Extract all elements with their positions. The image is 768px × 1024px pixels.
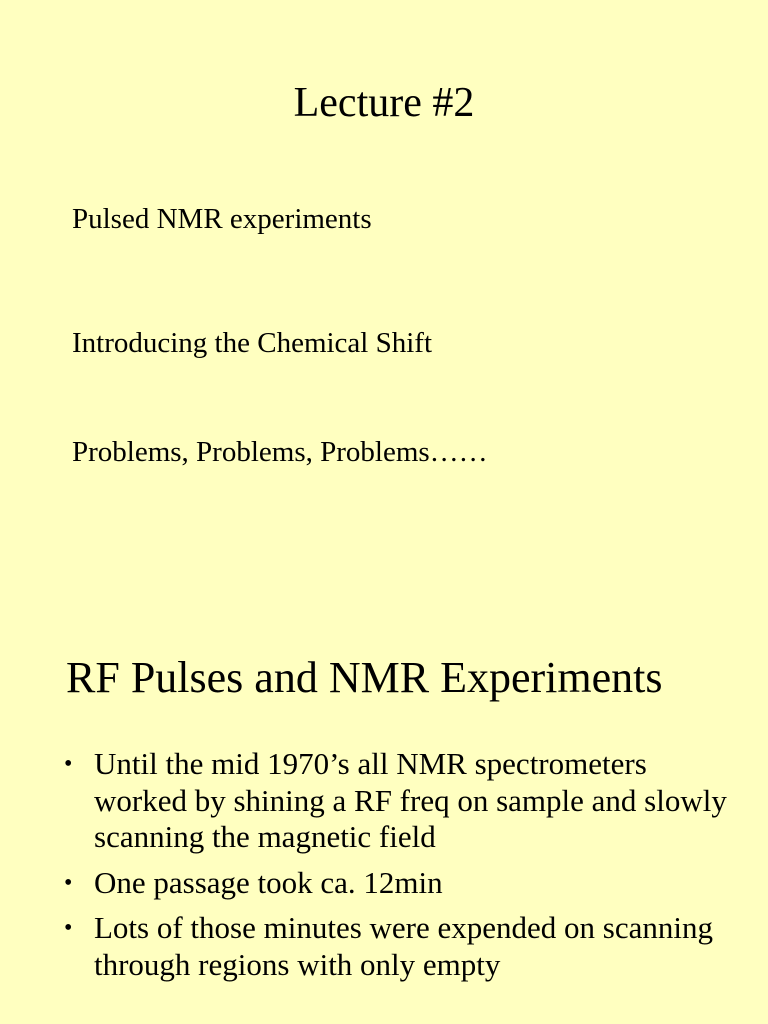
slide-title: RF Pulses and NMR Experiments xyxy=(66,653,663,702)
bullet-list xyxy=(62,746,742,992)
bullet-icon: • xyxy=(64,915,73,941)
bullet-item xyxy=(62,910,742,983)
bullet-text: One passage took ca. 12min xyxy=(94,864,443,900)
bullet-item xyxy=(62,746,742,856)
bullet-text: Lots of those minutes were expended on scanning through regions with only empty xyxy=(94,910,713,982)
bullet-item xyxy=(62,865,742,902)
topic-problems: Problems, Problems, Problems…… xyxy=(72,436,488,468)
topic-chemical-shift: Introducing the Chemical Shift xyxy=(72,327,433,359)
topic-pulsed-nmr: Pulsed NMR experiments xyxy=(72,203,372,235)
slide-rf-pulses xyxy=(0,600,768,1024)
bullet-icon: • xyxy=(64,751,73,777)
lecture-title: Lecture #2 xyxy=(293,80,475,126)
bullet-icon: • xyxy=(64,869,73,896)
bullet-text: Until the mid 1970’s all NMR spectrometers worked by shining a RF freq on sample and slowly scanning the magnetic field xyxy=(94,746,727,854)
